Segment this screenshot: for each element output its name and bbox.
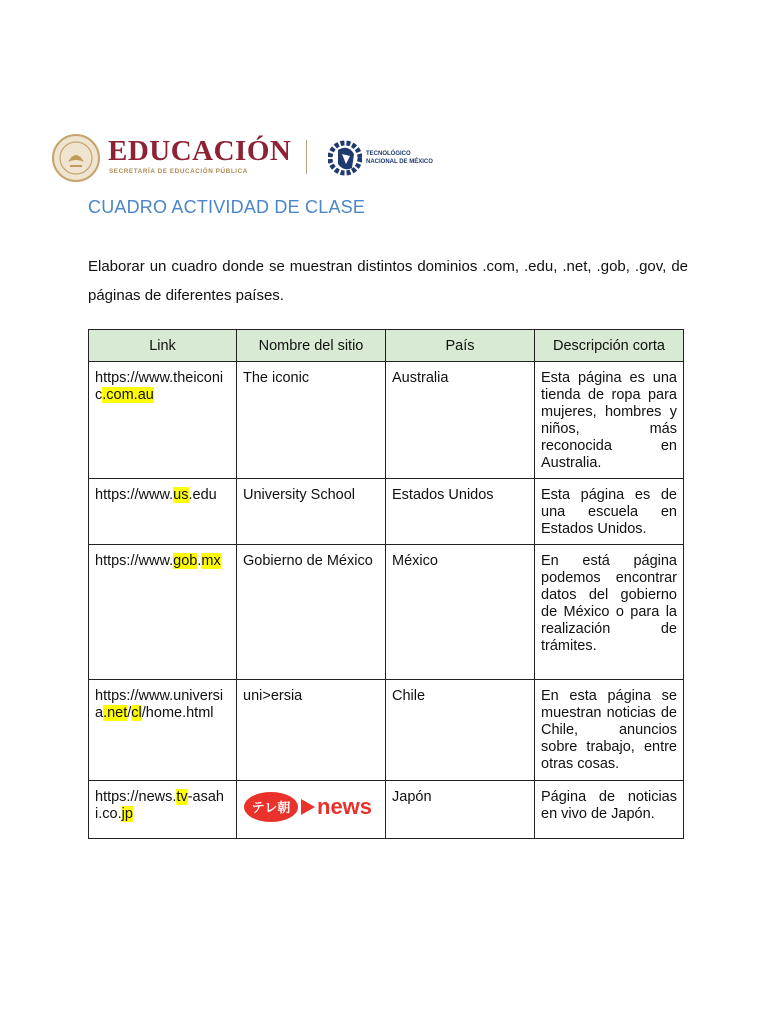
education-logo-title: EDUCACIÓN xyxy=(108,135,292,167)
country-cell: Japón xyxy=(386,781,535,839)
description-cell: En está página podemos encontrar datos del gobierno de México o para la realización de trámites. xyxy=(535,545,684,680)
site-cell: Gobierno de México xyxy=(237,545,386,680)
description-cell: En esta página se muestran noticias de Chile, anuncios sobre trabajo, entre otras cosas. xyxy=(535,680,684,781)
header-site-name: Nombre del sitio xyxy=(237,330,386,362)
logo-divider xyxy=(306,140,307,174)
table-row xyxy=(89,362,684,479)
table-row xyxy=(89,680,684,781)
site-cell xyxy=(237,781,386,839)
table-row xyxy=(89,479,684,545)
domains-table xyxy=(88,329,684,839)
mexico-seal-icon xyxy=(52,134,100,182)
tec-line-1: TECNOLÓGICO xyxy=(366,151,411,157)
site-cell: University School xyxy=(237,479,386,545)
table-row xyxy=(89,545,684,680)
tv-asahi-news-logo xyxy=(243,791,379,823)
tecnologico-logo-icon xyxy=(328,134,362,182)
tecnologico-logo-text xyxy=(366,150,433,166)
header-country: País xyxy=(386,330,535,362)
table-header-row xyxy=(89,330,684,362)
tec-line-2: NACIONAL DE MÉXICO xyxy=(366,159,433,165)
country-cell: Chile xyxy=(386,680,535,781)
link-cell: https://www.us.edu xyxy=(89,479,237,545)
description-cell: Esta página es de una escuela en Estados Unidos. xyxy=(535,479,684,545)
document-header xyxy=(52,130,472,186)
country-cell: México xyxy=(386,545,535,680)
link-cell: https://www.gob.mx xyxy=(89,545,237,680)
description-cell: Esta página es una tienda de ropa para mujeres, hombres y niños, más reconocida en Australia. xyxy=(535,362,684,479)
country-cell: Australia xyxy=(386,362,535,479)
intro-paragraph: Elaborar un cuadro donde se muestran distintos dominios .com, .edu, .net, .gob, .gov, de páginas de diferentes países. xyxy=(88,258,688,304)
document-title: CUADRO ACTIVIDAD DE CLASE xyxy=(88,197,366,217)
link-cell: https://news.tv-asahi.co.jp xyxy=(89,781,237,839)
site-cell: uni>ersia xyxy=(237,680,386,781)
svg-text:テレ朝: テレ朝 xyxy=(251,801,291,816)
description-cell: Página de noticias en vivo de Japón. xyxy=(535,781,684,839)
header-description: Descripción corta xyxy=(535,330,684,362)
education-logo-subtitle: SECRETARÍA DE EDUCACIÓN PÚBLICA xyxy=(109,168,248,175)
link-cell: https://www.universia.net/cl/home.html xyxy=(89,680,237,781)
site-cell: The iconic xyxy=(237,362,386,479)
header-link: Link xyxy=(89,330,237,362)
table-row xyxy=(89,781,684,839)
svg-text:news: news xyxy=(317,794,373,819)
country-cell: Estados Unidos xyxy=(386,479,535,545)
link-cell: https://www.theiconic.com.au xyxy=(89,362,237,479)
